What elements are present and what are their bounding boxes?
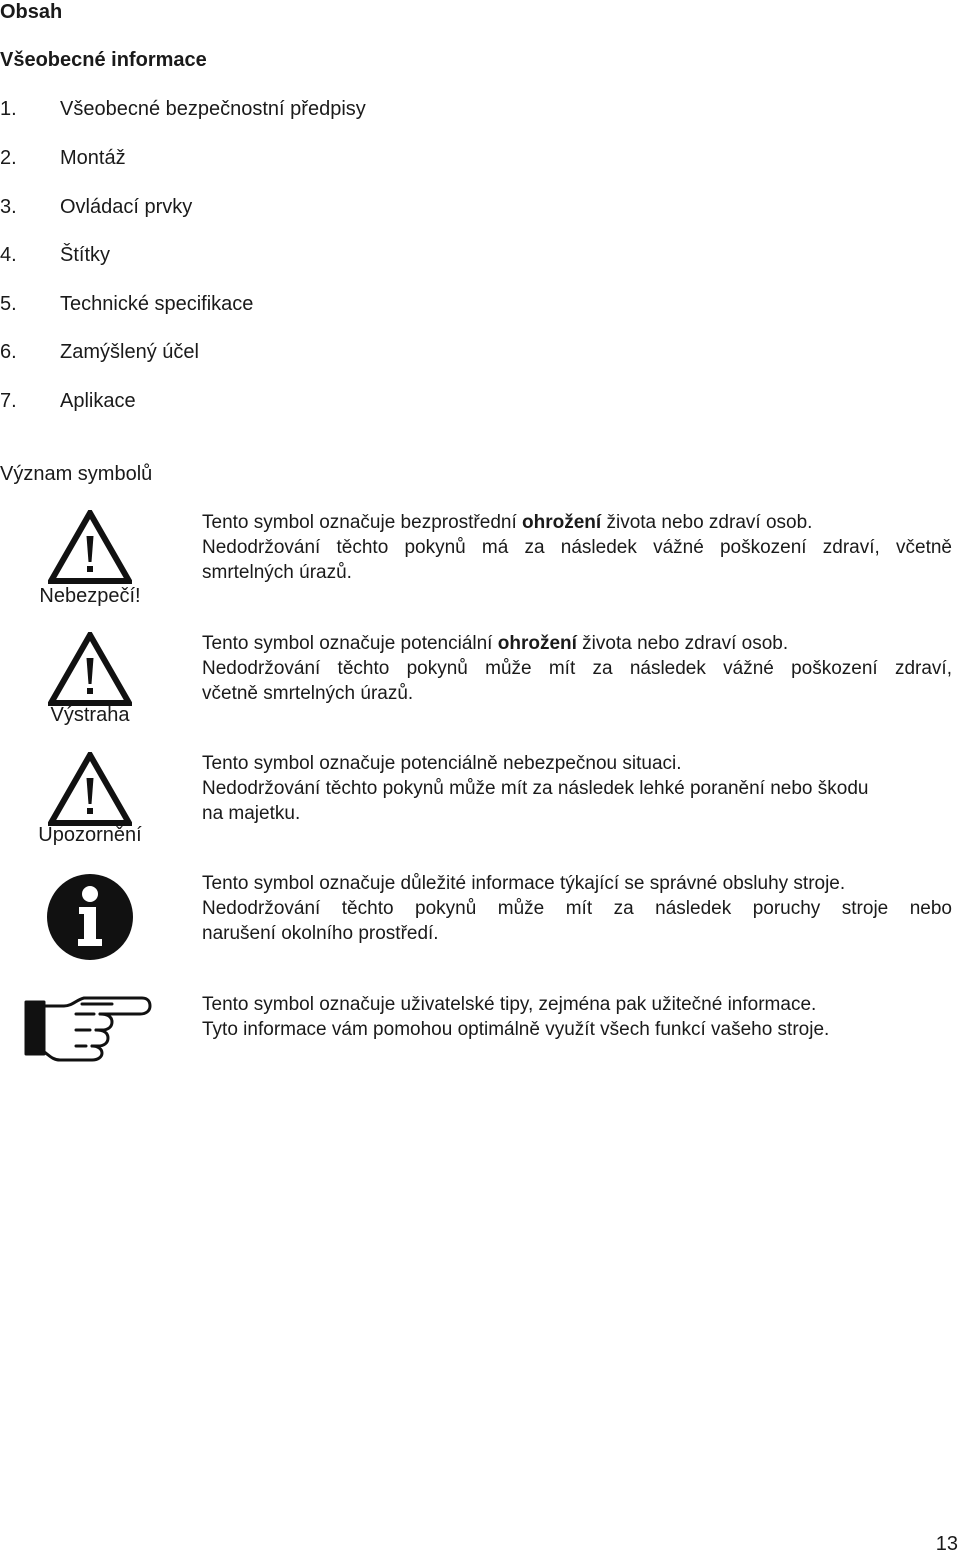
toc-item-5 (0, 292, 253, 316)
caution-line-2: Nedodržování těchto pokynů může mít za následek lehké poranění nebo škodu (202, 778, 869, 799)
toc-label: Ovládací prvky (60, 196, 193, 218)
warning-label: Výstraha (50, 704, 130, 726)
caution-line-1: Tento symbol označuje potenciálně nebezpečnou situaci. (202, 753, 682, 774)
info-line-3: narušení okolního prostředí. (202, 923, 439, 944)
toc-number: 2. (0, 147, 17, 169)
toc-number: 7. (0, 390, 17, 412)
info-line-2: Nedodržování těchto pokynů může mít za následek poruchy stroje nebo (202, 898, 952, 919)
text-segment: Tento symbol označuje potenciální (202, 633, 498, 654)
toc-item-6 (0, 340, 199, 364)
danger-label: Nebezpečí! (39, 585, 141, 607)
warning-triangle-icon (48, 752, 132, 826)
danger-line-1 (202, 510, 952, 535)
section-heading-symbols: Význam symbolů (0, 463, 153, 485)
danger-line-2: Nedodržování těchto pokynů má za následek vážné poškození zdraví, včetně (202, 537, 952, 558)
text-segment: života nebo zdraví osob. (601, 512, 813, 533)
caution-label: Upozornění (38, 824, 142, 846)
tip-line-1: Tento symbol označuje uživatelské tipy, zejména pak užitečné informace. (202, 994, 817, 1015)
emphasis-text: ohrožení (497, 633, 577, 654)
warning-triangle-icon (48, 632, 132, 706)
toc-number: 6. (0, 341, 17, 363)
warning-description (202, 631, 952, 706)
danger-description (202, 510, 952, 585)
toc-label: Všeobecné bezpečnostní předpisy (60, 98, 366, 120)
toc-item-3 (0, 195, 192, 219)
toc-number: 4. (0, 244, 17, 266)
info-description (202, 871, 952, 946)
toc-item-7 (0, 389, 136, 413)
emphasis-text: ohrožení (522, 512, 602, 533)
toc-label: Technické specifikace (60, 293, 254, 315)
caution-line-3: na majetku. (202, 803, 301, 824)
toc-label: Štítky (60, 244, 111, 266)
toc-label: Montáž (60, 147, 126, 169)
info-icon (46, 873, 134, 961)
caution-description (202, 751, 952, 826)
info-line-1: Tento symbol označuje důležité informace týkající se správné obsluhy stroje. (202, 873, 846, 894)
toc-item-2 (0, 146, 126, 170)
text-segment: života nebo zdraví osob. (576, 633, 789, 654)
warning-line-3: včetně smrtelných úrazů. (202, 683, 414, 704)
toc-label: Aplikace (60, 390, 136, 412)
toc-item-4 (0, 243, 110, 267)
warning-line-1 (202, 631, 952, 656)
toc-number: 1. (0, 98, 17, 120)
danger-line-3: smrtelných úrazů. (202, 562, 352, 583)
tip-line-2: Tyto informace vám pomohou optimálně využít všech funkcí vašeho stroje. (202, 1019, 830, 1040)
toc-item-1 (0, 97, 366, 121)
toc-number: 5. (0, 293, 17, 315)
warning-line-2: Nedodržování těchto pokynů může mít za následek vážné poškození zdraví, (202, 658, 952, 679)
pointing-hand-icon (24, 990, 152, 1062)
page-number: 13 (935, 1533, 958, 1555)
text-segment: Tento symbol označuje bezprostřední (202, 512, 523, 533)
toc-number: 3. (0, 196, 17, 218)
tip-description (202, 992, 952, 1042)
section-heading-general: Všeobecné informace (0, 49, 207, 71)
page-title: Obsah (0, 1, 63, 23)
toc-label: Zamýšlený účel (60, 341, 199, 363)
warning-triangle-icon (48, 510, 132, 584)
